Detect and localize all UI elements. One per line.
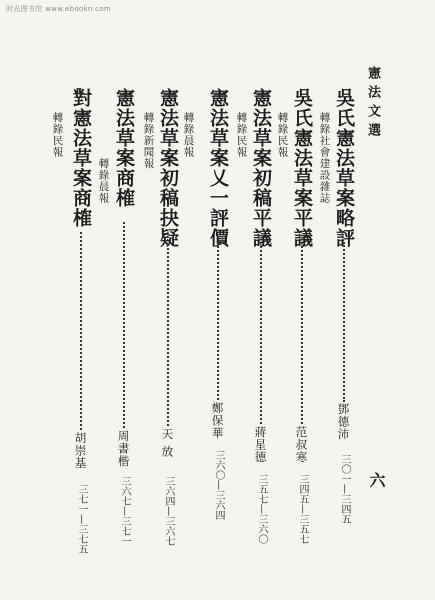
dot-leader	[217, 246, 219, 400]
entry-source: 轉錄民報	[51, 112, 64, 158]
entry-title: 吳氏憲法草案平議	[291, 88, 313, 248]
page-number: 六	[367, 472, 386, 488]
dot-leader	[301, 246, 303, 424]
dot-leader	[260, 246, 262, 424]
entry-pages: 三六七—三七一	[119, 476, 130, 546]
entry-pages: 三七一—三七五	[76, 484, 87, 554]
entry-author: 周書楷	[116, 430, 131, 468]
entry-source: 轉錄晨報	[182, 112, 195, 158]
entry-author: 范叔寒	[294, 426, 309, 464]
dot-leader	[123, 222, 125, 428]
entry-pages: 三六四—三六七	[163, 476, 174, 546]
entry-source: 轉錄民報	[235, 112, 248, 158]
entry-title: 吳氏憲法草案略評	[333, 88, 355, 248]
entry-title: 憲法草案初稿平議	[250, 88, 272, 248]
entry-source: 轉錄民報	[276, 112, 289, 158]
entry-pages: 三六〇—三六四	[213, 450, 224, 520]
entry-title: 憲法草案初稿抉疑	[157, 88, 179, 248]
entry-source: 轉錄新聞報	[142, 112, 155, 170]
entry-source: 轉錄社會建設雜誌	[318, 112, 331, 204]
entry-author: 鄧德沛	[336, 403, 351, 441]
entry-author: 鄭保華	[210, 402, 225, 440]
entry-author: 天 放	[160, 428, 175, 458]
dot-leader	[80, 232, 82, 430]
entry-source: 轉錄晨報	[97, 158, 110, 204]
dot-leader	[343, 242, 345, 402]
running-header: 憲法文選	[365, 66, 380, 142]
entry-pages: 三五七—三六〇	[256, 474, 267, 544]
entry-pages: 三〇一—三四五	[339, 454, 350, 524]
entry-pages: 三四五—三五七	[297, 474, 308, 544]
entry-title: 對憲法草案商榷	[70, 88, 92, 228]
entry-author: 胡崇基	[73, 432, 88, 470]
entry-title: 憲法草案乂一評價	[207, 88, 229, 248]
entry-title: 憲法草案商榷	[113, 88, 135, 208]
dot-leader	[167, 244, 169, 426]
entry-author: 蔣星德	[253, 426, 268, 464]
watermark: 时光图书馆 www.ebookn.com	[6, 5, 111, 13]
